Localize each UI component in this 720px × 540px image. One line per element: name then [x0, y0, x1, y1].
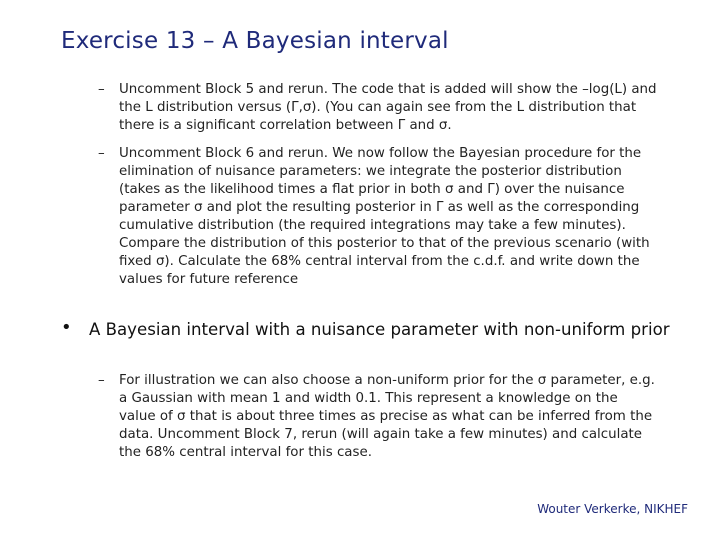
sub-bullet-block5: [98, 81, 658, 135]
sub-bullet-text: Uncomment Block 6 and rerun. We now follow the Bayesian procedure for the elimination of nuisance parameters: we integrate the posterior distribution (takes as the likelihood times a flat prior in both σ and Γ) over the nuisance parameter σ and plot the resulting posterior in Γ as well as the corresponding cumulative distribution (the required integrations may take a few minutes). Compare the distribution of this posterior to that of the previous scenario (with fixed σ). Calculate the 68% central interval from the c.d.f. and write down the values for future reference: [119, 146, 650, 287]
main-bullet-nonuniform-prior: [61, 319, 671, 341]
sub-bullet-block7: [98, 372, 658, 462]
sub-bullet-text: Uncomment Block 5 and rerun. The code that is added will show the –log(L) and the L distribution versus (Γ,σ). (You can again see from the L distribution that there is a significant correlation between Γ and σ.: [119, 82, 657, 133]
sub-bullet-text: For illustration we can also choose a non-uniform prior for the σ parameter, e.g. a Gaussian with mean 1 and width 0.1. This represent a knowledge on the value of σ that is about three times as precise as what can be inferred from the data. Uncomment Block 7, rerun (will again take a few minutes) and calculate the 68% central interval for this case.: [119, 373, 655, 460]
dash-marker: –: [98, 373, 105, 388]
footer-credit: Wouter Verkerke, NIKHEF: [537, 502, 688, 516]
sub-bullet-block6: [98, 145, 658, 289]
main-bullet-text: A Bayesian interval with a nuisance parameter with non-uniform prior: [89, 320, 670, 339]
dash-marker: –: [98, 146, 105, 161]
slide-title: Exercise 13 – A Bayesian interval: [61, 28, 449, 54]
dash-marker: –: [98, 82, 105, 97]
bullet-marker: •: [61, 317, 72, 338]
